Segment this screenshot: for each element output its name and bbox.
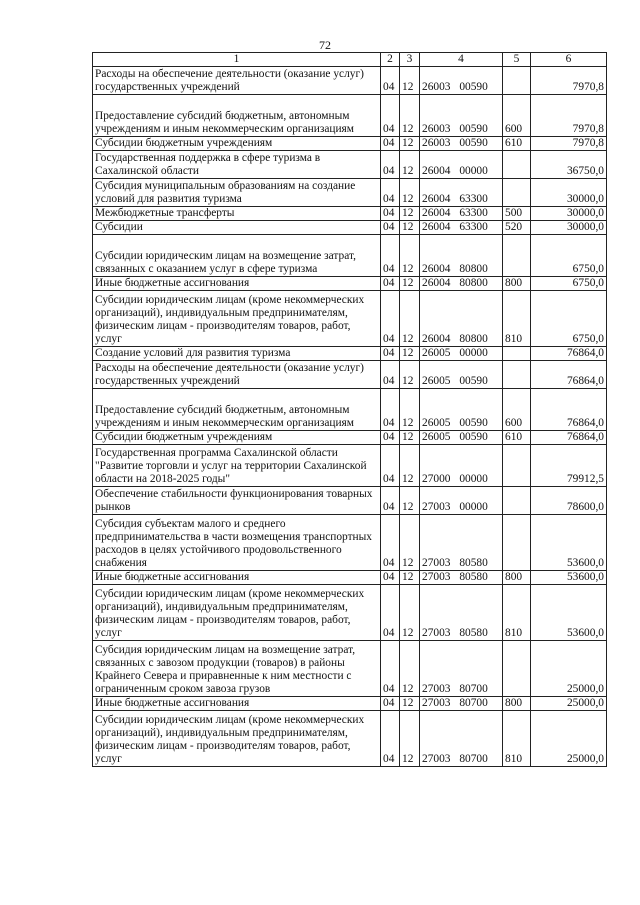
row-expense-type-cell: 610 [503, 137, 531, 151]
row-subsection-cell: 12 [400, 207, 420, 221]
row-target-code-cell: 26004 63300 [420, 207, 503, 221]
table-row [93, 389, 607, 431]
row-section-cell: 04 [381, 487, 400, 515]
row-expense-type-cell [503, 361, 531, 389]
row-name-cell: Субсидии юридическим лицам (кроме некоммерческих организаций), индивидуальным предпринимателям, физическим лицам - производителям товаров, работ, услуг [93, 585, 381, 641]
row-expense-type-cell: 610 [503, 431, 531, 445]
table-row [93, 291, 607, 347]
row-subsection-cell: 12 [400, 151, 420, 179]
row-name-cell: Субсидии юридическим лицам (кроме некоммерческих организаций), индивидуальным предпринимателям, физическим лицам - производителям товаров, работ, услуг [93, 291, 381, 347]
row-amount-cell: 53600,0 [531, 515, 607, 571]
table-row [93, 95, 607, 137]
row-name-cell: Предоставление субсидий бюджетным, автономным учреждениям и иным некоммерческим организациям [93, 389, 381, 431]
row-name-cell: Государственная программа Сахалинской области "Развитие торговли и услуг на территории Сахалинской области на 2018-2025 годы" [93, 445, 381, 487]
row-name-cell: Субсидии юридическим лицам на возмещение затрат, связанных с оказанием услуг в сфере туризма [93, 235, 381, 277]
row-section-cell: 04 [381, 179, 400, 207]
table-row [93, 487, 607, 515]
row-amount-cell: 79912,5 [531, 445, 607, 487]
row-subsection-cell: 12 [400, 571, 420, 585]
row-subsection-cell: 12 [400, 431, 420, 445]
row-expense-type-cell: 520 [503, 221, 531, 235]
row-name-cell: Межбюджетные трансферты [93, 207, 381, 221]
row-target-code-cell: 27003 80700 [420, 711, 503, 767]
row-target-code-cell: 27000 00000 [420, 445, 503, 487]
table-row [93, 711, 607, 767]
row-name-cell: Обеспечение стабильности функционирования товарных рынков [93, 487, 381, 515]
row-amount-cell: 36750,0 [531, 151, 607, 179]
row-section-cell: 04 [381, 571, 400, 585]
row-amount-cell: 25000,0 [531, 697, 607, 711]
row-target-code-cell: 26005 00590 [420, 431, 503, 445]
table-row [93, 641, 607, 697]
row-target-code-cell: 26005 00000 [420, 347, 503, 361]
row-name-cell: Субсидии юридическим лицам (кроме некоммерческих организаций), индивидуальным предпринимателям, физическим лицам - производителям товаров, работ, услуг [93, 711, 381, 767]
row-section-cell: 04 [381, 711, 400, 767]
row-target-code-cell: 27003 80580 [420, 515, 503, 571]
row-expense-type-cell [503, 445, 531, 487]
row-amount-cell: 7970,8 [531, 137, 607, 151]
row-target-code-cell: 26004 63300 [420, 179, 503, 207]
row-expense-type-cell: 810 [503, 585, 531, 641]
row-expense-type-cell: 800 [503, 571, 531, 585]
table-row [93, 221, 607, 235]
row-expense-type-cell [503, 515, 531, 571]
row-subsection-cell: 12 [400, 347, 420, 361]
row-section-cell: 04 [381, 137, 400, 151]
row-expense-type-cell: 600 [503, 389, 531, 431]
row-subsection-cell: 12 [400, 487, 420, 515]
row-target-code-cell: 26004 80800 [420, 291, 503, 347]
row-subsection-cell: 12 [400, 515, 420, 571]
row-name-cell: Субсидии бюджетным учреждениям [93, 137, 381, 151]
row-subsection-cell: 12 [400, 641, 420, 697]
row-expense-type-cell: 810 [503, 291, 531, 347]
row-section-cell: 04 [381, 389, 400, 431]
row-amount-cell: 6750,0 [531, 291, 607, 347]
row-name-cell: Иные бюджетные ассигнования [93, 697, 381, 711]
row-section-cell: 04 [381, 697, 400, 711]
table-row [93, 179, 607, 207]
budget-table [92, 52, 607, 767]
row-subsection-cell: 12 [400, 711, 420, 767]
row-name-cell: Субсидия муниципальным образованиям на создание условий для развития туризма [93, 179, 381, 207]
row-target-code-cell: 26003 00590 [420, 137, 503, 151]
row-target-code-cell: 27003 80700 [420, 641, 503, 697]
row-section-cell: 04 [381, 361, 400, 389]
row-section-cell: 04 [381, 431, 400, 445]
table-row [93, 277, 607, 291]
table-row [93, 207, 607, 221]
row-expense-type-cell [503, 151, 531, 179]
row-section-cell: 04 [381, 585, 400, 641]
header-col-4: 4 [420, 53, 503, 67]
row-name-cell: Расходы на обеспечение деятельности (оказание услуг) государственных учреждений [93, 67, 381, 95]
row-amount-cell: 30000,0 [531, 179, 607, 207]
row-expense-type-cell [503, 67, 531, 95]
table-row [93, 137, 607, 151]
table-row [93, 431, 607, 445]
table-row [93, 571, 607, 585]
row-subsection-cell: 12 [400, 445, 420, 487]
row-amount-cell: 25000,0 [531, 711, 607, 767]
row-subsection-cell: 12 [400, 361, 420, 389]
row-amount-cell: 25000,0 [531, 641, 607, 697]
row-section-cell: 04 [381, 151, 400, 179]
row-subsection-cell: 12 [400, 179, 420, 207]
row-target-code-cell: 26004 00000 [420, 151, 503, 179]
row-target-code-cell: 26005 00590 [420, 389, 503, 431]
row-target-code-cell: 26003 00590 [420, 95, 503, 137]
table-row [93, 697, 607, 711]
header-col-3: 3 [400, 53, 420, 67]
row-amount-cell: 7970,8 [531, 67, 607, 95]
table-row [93, 347, 607, 361]
row-expense-type-cell [503, 179, 531, 207]
row-expense-type-cell: 800 [503, 697, 531, 711]
row-amount-cell: 76864,0 [531, 347, 607, 361]
row-expense-type-cell [503, 641, 531, 697]
row-expense-type-cell: 800 [503, 277, 531, 291]
header-col-1: 1 [93, 53, 381, 67]
row-target-code-cell: 26005 00590 [420, 361, 503, 389]
row-section-cell: 04 [381, 277, 400, 291]
row-section-cell: 04 [381, 641, 400, 697]
row-amount-cell: 78600,0 [531, 487, 607, 515]
row-amount-cell: 6750,0 [531, 235, 607, 277]
row-name-cell: Субсидии [93, 221, 381, 235]
row-subsection-cell: 12 [400, 277, 420, 291]
row-name-cell: Субсидии бюджетным учреждениям [93, 431, 381, 445]
row-expense-type-cell [503, 347, 531, 361]
row-target-code-cell: 27003 80580 [420, 571, 503, 585]
row-section-cell: 04 [381, 291, 400, 347]
row-section-cell: 04 [381, 445, 400, 487]
row-section-cell: 04 [381, 515, 400, 571]
table-row [93, 515, 607, 571]
row-subsection-cell: 12 [400, 221, 420, 235]
header-col-5: 5 [503, 53, 531, 67]
table-body [93, 67, 607, 767]
row-target-code-cell: 26004 80800 [420, 277, 503, 291]
header-col-2: 2 [381, 53, 400, 67]
row-section-cell: 04 [381, 207, 400, 221]
row-expense-type-cell: 810 [503, 711, 531, 767]
row-amount-cell: 76864,0 [531, 389, 607, 431]
table-row [93, 151, 607, 179]
row-subsection-cell: 12 [400, 585, 420, 641]
row-subsection-cell: 12 [400, 95, 420, 137]
row-target-code-cell: 26004 63300 [420, 221, 503, 235]
row-subsection-cell: 12 [400, 235, 420, 277]
row-section-cell: 04 [381, 221, 400, 235]
row-name-cell: Государственная поддержка в сфере туризма в Сахалинской области [93, 151, 381, 179]
row-subsection-cell: 12 [400, 137, 420, 151]
row-subsection-cell: 12 [400, 697, 420, 711]
table-header [93, 53, 607, 67]
row-name-cell: Субсидия юридическим лицам на возмещение затрат, связанных с завозом продукции (товаров) в районы Крайнего Севера и приравненные к ним местности с ограниченным сроком завоза грузов [93, 641, 381, 697]
row-target-code-cell: 27003 00000 [420, 487, 503, 515]
row-name-cell: Предоставление субсидий бюджетным, автономным учреждениям и иным некоммерческим организациям [93, 95, 381, 137]
row-amount-cell: 30000,0 [531, 221, 607, 235]
row-section-cell: 04 [381, 235, 400, 277]
row-subsection-cell: 12 [400, 389, 420, 431]
row-section-cell: 04 [381, 67, 400, 95]
page-number: 72 [319, 38, 331, 52]
row-amount-cell: 53600,0 [531, 571, 607, 585]
row-subsection-cell: 12 [400, 291, 420, 347]
row-target-code-cell: 27003 80700 [420, 697, 503, 711]
table-row [93, 235, 607, 277]
row-expense-type-cell [503, 487, 531, 515]
row-amount-cell: 76864,0 [531, 431, 607, 445]
row-target-code-cell: 26003 00590 [420, 67, 503, 95]
row-amount-cell: 6750,0 [531, 277, 607, 291]
row-expense-type-cell [503, 235, 531, 277]
row-name-cell: Иные бюджетные ассигнования [93, 277, 381, 291]
table-row [93, 361, 607, 389]
table-row [93, 445, 607, 487]
row-target-code-cell: 26004 80800 [420, 235, 503, 277]
table-row [93, 67, 607, 95]
table-row [93, 585, 607, 641]
row-amount-cell: 7970,8 [531, 95, 607, 137]
row-name-cell: Субсидия субъектам малого и среднего предпринимательства в части возмещения транспортных расходов в целях устойчивого продовольственного снабжения [93, 515, 381, 571]
row-amount-cell: 53600,0 [531, 585, 607, 641]
row-section-cell: 04 [381, 95, 400, 137]
row-name-cell: Расходы на обеспечение деятельности (оказание услуг) государственных учреждений [93, 361, 381, 389]
row-amount-cell: 76864,0 [531, 361, 607, 389]
row-target-code-cell: 27003 80580 [420, 585, 503, 641]
header-col-6: 6 [531, 53, 607, 67]
row-amount-cell: 30000,0 [531, 207, 607, 221]
row-name-cell: Иные бюджетные ассигнования [93, 571, 381, 585]
row-name-cell: Создание условий для развития туризма [93, 347, 381, 361]
row-section-cell: 04 [381, 347, 400, 361]
row-expense-type-cell: 600 [503, 95, 531, 137]
row-subsection-cell: 12 [400, 67, 420, 95]
header-row [93, 53, 607, 67]
row-expense-type-cell: 500 [503, 207, 531, 221]
